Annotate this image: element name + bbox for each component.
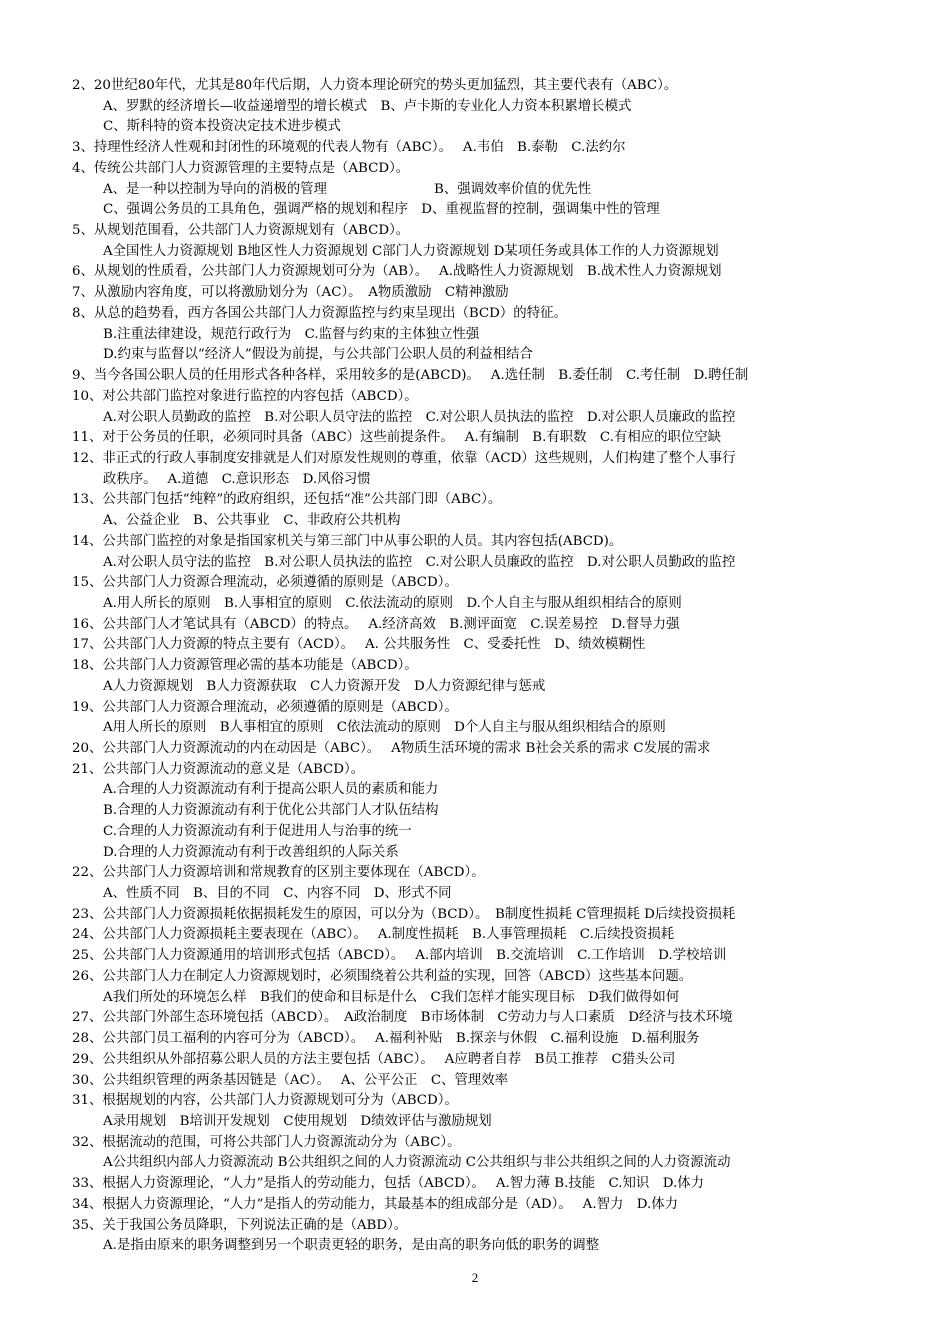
question-line: 25、公共部门人力资源通用的培训形式包括（ABCD）。 A.部内培训 B.交流培训 C.工作培训 D.学校培训 bbox=[72, 948, 727, 964]
question-line: 21、公共部门人力资源流动的意义是（ABCD）。 bbox=[72, 761, 365, 777]
question-line: 18、公共部门人力资源管理必需的基本功能是（ABCD）。 bbox=[72, 658, 418, 674]
question-line: 15、公共部门人力资源合理流动，必须遵循的原则是（ABCD）。 bbox=[72, 575, 458, 591]
question-continuation-line: 政秩序。 A.道德 C.意识形态 D.风俗习惯 bbox=[103, 471, 371, 487]
option-line: A.是指由原来的职务调整到另一个职责更轻的职务，是由高的职务向低的职务的调整 bbox=[103, 1238, 599, 1254]
question-line: 34、根据人力资源理论，“人力”是指人的劳动能力，其最基本的组成部分是（AD）。 A.智力 D.体力 bbox=[72, 1196, 679, 1212]
question-line: 20、公共部门人力资源流动的内在动因是（ABC）。 A物质生活环境的需求 B社会关系的需求 C发展的需求 bbox=[72, 741, 711, 756]
question-line: 27、公共部门外部生态环境包括（ABCD）。 A政治制度 B市场体制 C劳动力与人口素质 D经济与技术环境 bbox=[72, 1010, 733, 1026]
option-line: A.对公职人员守法的监控 B.对公职人员执法的监控 C.对公职人员廉政的监控 D.对公职人员勤政的监控 bbox=[103, 554, 736, 570]
question-line: 11、对于公务员的任职，必须同时具备（ABC）这些前提条件。 A.有编制 B.有职数 C.有相应的职位空缺 bbox=[72, 430, 722, 446]
question-line: 28、公共部门员工福利的内容可分为（ABCD）。 A.福利补贴 B.探亲与休假 C.福利设施 D.福利服务 bbox=[72, 1031, 700, 1047]
option-line: B.注重法律建设，规范行政行为 C.监督与约束的主体独立性强 bbox=[103, 326, 480, 342]
question-line: 30、公共组织管理的两条基因链是（AC）。 A、公平公正 C、管理效率 bbox=[72, 1072, 509, 1088]
question-line: 7、从激励内容角度，可以将激励划分为（AC）。 A物质激励 C精神激励 bbox=[72, 285, 509, 301]
question-line: 10、对公共部门监控对象进行监控的内容包括（ABCD）。 bbox=[72, 388, 418, 404]
option-line: C.合理的人力资源流动有利于促进用人与治事的统一 bbox=[103, 823, 412, 839]
question-line: 12、非正式的行政人事制度安排就是人们对原发性规则的尊重，依靠（ACD）这些规则，人们构建了整个人事行 bbox=[72, 450, 736, 466]
question-line: 2、20世纪80年代，尤其是80年代后期，人力资本理论研究的势头更加猛烈，其主要代表有（ABC）。 bbox=[72, 78, 678, 93]
question-line: 13、公共部门包括“纯粹”的政府组织，还包括“准”公共部门即（ABC）。 bbox=[72, 492, 502, 508]
option-line: D.合理的人力资源流动有利于改善组织的人际关系 bbox=[103, 844, 399, 860]
option-line: A、是一种以控制为导向的消极的管理 B、强调效率价值的优先性 bbox=[103, 181, 592, 197]
option-line: A.对公职人员勤政的监控 B.对公职人员守法的监控 C.对公职人员执法的监控 D.对公职人员廉政的监控 bbox=[103, 409, 736, 425]
option-line: A、性质不同 B、目的不同 C、内容不同 D、形式不同 bbox=[103, 886, 452, 902]
question-line: 3、持理性经济人性观和封闭性的环境观的代表人物有（ABC）。 A.韦伯 B.泰勒 C.法约尔 bbox=[72, 140, 626, 156]
question-line: 16、公共部门人才笔试具有（ABCD）的特点。 A.经济高效 B.测评面宽 C.误差易控 D.督导力强 bbox=[72, 616, 680, 632]
question-line: 6、从规划的性质看，公共部门人力资源规划可分为（AB）。 A.战略性人力资源规划 B.战术性人力资源规划 bbox=[72, 264, 722, 280]
option-line: A.用人所长的原则 B.人事相宜的原则 C.依法流动的原则 D.个人自主与服从组织相结合的原则 bbox=[103, 595, 682, 611]
option-line: C、强调公务员的工具角色，强调严格的规划和程序 D、重视监督的控制，强调集中性的管理 bbox=[103, 202, 660, 218]
question-line: 14、公共部门监控的对象是指国家机关与第三部门中从事公职的人员。其内容包括(ABCD)。 bbox=[72, 533, 623, 549]
question-line: 19、公共部门人力资源合理流动，必须遵循的原则是（ABCD）。 bbox=[72, 699, 458, 715]
question-list bbox=[72, 76, 902, 1257]
question-line: 4、传统公共部门人力资源管理的主要特点是（ABCD）。 bbox=[72, 160, 410, 176]
option-line: C、斯科特的资本投资决定技术进步模式 bbox=[103, 119, 341, 135]
question-line: 5、从规划范围看，公共部门人力资源规划有（ABCD）。 bbox=[72, 223, 410, 239]
question-line: 32、根据流动的范围，可将公共部门人力资源流动分为（ABC）。 bbox=[72, 1134, 461, 1150]
option-line: A、公益企业 B、公共事业 C、非政府公共机构 bbox=[103, 513, 401, 529]
option-line: A公共组织内部人力资源流动 B公共组织之间的人力资源流动 C公共组织与非公共组织之间的人力资源流动 bbox=[103, 1155, 731, 1171]
option-line: A.合理的人力资源流动有利于提高公职人员的素质和能力 bbox=[103, 782, 439, 798]
option-line: A全国性人力资源规划 B地区性人力资源规划 C部门人力资源规划 D某项任务或具体工作的人力资源规划 bbox=[103, 243, 719, 259]
question-line: 9、当今各国公职人员的任用形式各种各样，采用较多的是(ABCD)。 A.选任制 B.委任制 C.考任制 D.聘任制 bbox=[72, 368, 749, 384]
question-line: 35、关于我国公务员降职，下列说法正确的是（ABD）。 bbox=[72, 1217, 408, 1233]
option-line: A、罗默的经济增长—收益递增型的增长模式 B、卢卡斯的专业化人力资本积累增长模式 bbox=[103, 98, 632, 114]
question-line: 23、公共部门人力资源损耗依据损耗发生的原因，可以分为（BCD）。 B制度性损耗 C管理损耗 D后续投资损耗 bbox=[72, 906, 736, 922]
question-line: 17、公共部门人力资源的特点主要有（ACD）。 A. 公共服务性 C、受委托性 D、绩效模糊性 bbox=[72, 637, 646, 653]
option-line: A录用规划 B培训开发规划 C使用规划 D绩效评估与激励规划 bbox=[103, 1113, 492, 1129]
question-line: 8、从总的趋势看，西方各国公共部门人力资源监控与约束呈现出（BCD）的特征。 bbox=[72, 305, 567, 321]
page-number: 2 bbox=[471, 1270, 479, 1285]
option-line: A用人所长的原则 B人事相宜的原则 C依法流动的原则 D个人自主与服从组织相结合的原则 bbox=[103, 720, 666, 736]
question-line: 26、公共部门人力在制定人力资源规划时，必须围绕着公共利益的实现，回答（ABCD）这些基本问题。 bbox=[72, 968, 693, 984]
question-line: 31、根据规划的内容，公共部门人力资源规划可分为（ABCD）。 bbox=[72, 1093, 458, 1109]
option-line: A我们所处的环境怎么样 B我们的使命和目标是什么 C我们怎样才能实现目标 D我们做得如何 bbox=[103, 989, 680, 1005]
question-line: 29、公共组织从外部招募公职人员的方法主要包括（ABC）。 A应聘者自荐 B员工推荐 C猎头公司 bbox=[72, 1051, 676, 1067]
question-line: 24、公共部门人力资源损耗主要表现在（ABC）。 A.制度性损耗 B.人事管理损耗 C.后续投资损耗 bbox=[72, 927, 675, 943]
option-line: A人力资源规划 B人力资源获取 C人力资源开发 D人力资源纪律与惩戒 bbox=[103, 678, 546, 694]
option-line: B.合理的人力资源流动有利于优化公共部门人才队伍结构 bbox=[103, 803, 439, 819]
question-line: 22、公共部门人力资源培训和常规教育的区别主要体现在（ABCD）。 bbox=[72, 865, 485, 881]
option-line: D.约束与监督以“经济人”假设为前提，与公共部门公职人员的利益相结合 bbox=[103, 347, 533, 363]
question-line: 33、根据人力资源理论，“人力”是指人的劳动能力，包括（ABCD）。 A.智力薄 B.技能 C.知识 D.体力 bbox=[72, 1176, 704, 1192]
